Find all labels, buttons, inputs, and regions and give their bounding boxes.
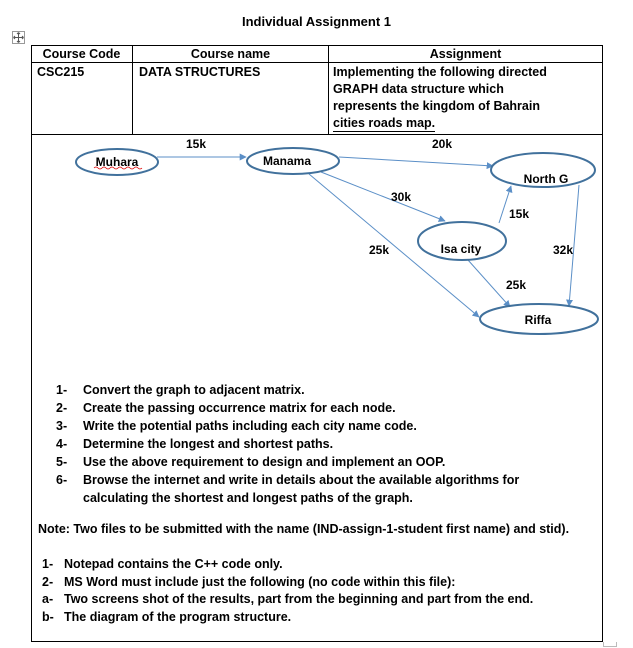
list-item: b- The diagram of the program structure.: [42, 609, 292, 624]
node-label-muhara: Muhara: [95, 155, 139, 169]
list-item: 1- Convert the graph to adjacent matrix.: [56, 383, 305, 397]
course-name-value: DATA STRUCTURES: [139, 65, 261, 79]
edge-label: 15k: [185, 137, 207, 151]
header-course-code: Course Code: [42, 47, 121, 61]
graph-diagram: [31, 134, 603, 370]
submission-note: Note: Two files to be submitted with the name (IND-assign-1-student first name) and stid).: [38, 522, 570, 536]
submission-list: [42, 556, 584, 591]
task-list: [56, 381, 583, 507]
node-label-isa-city: Isa city: [440, 242, 482, 256]
edge-label: 25k: [505, 278, 527, 292]
header-course-name: Course name: [190, 47, 271, 61]
list-item: 1- Notepad contains the C++ code only.: [42, 557, 283, 571]
table-resize-handle[interactable]: [603, 642, 617, 647]
edge-label: 30k: [390, 190, 412, 204]
node-label-riffa: Riffa: [524, 313, 552, 327]
list-item: 6- Browse the internet and write in details about the available algorithms for calculating the shortest and longest paths of the graph.: [56, 473, 520, 505]
node-label-north-g: North G: [523, 172, 569, 186]
list-item: 2- Create the passing occurrence matrix for each node.: [56, 401, 396, 415]
page-title: Individual Assignment 1: [241, 14, 392, 29]
word-content-list: [42, 591, 584, 626]
list-item: 2- MS Word must include just the following (no code within this file):: [42, 574, 456, 589]
list-item: 4- Determine the longest and shortest paths.: [56, 437, 334, 451]
header-assignment: Assignment: [429, 47, 502, 61]
edge-label: 25k: [368, 243, 390, 257]
edge-label: 15k: [508, 207, 530, 221]
edge-manama-isa: [321, 172, 445, 221]
edge-isa-riffa: [468, 260, 510, 307]
assignment-description: Implementing the following directed GRAPH data structure which represents the kingdom of Bahrain cities roads map.: [333, 65, 547, 130]
list-item: 5- Use the above requirement to design and implement an OOP.: [56, 455, 446, 469]
node-label-manama: Manama: [262, 154, 312, 168]
edge-label: 20k: [431, 137, 453, 151]
edge-manama-north: [339, 157, 493, 166]
course-code-value: CSC215: [37, 65, 85, 79]
list-item: 3- Write the potential paths including each city name code.: [56, 419, 417, 433]
table-move-handle-icon[interactable]: [12, 31, 25, 44]
list-item: a- Two screens shot of the results, part from the beginning and part from the end.: [42, 592, 534, 606]
edge-label: 32k: [552, 243, 574, 257]
